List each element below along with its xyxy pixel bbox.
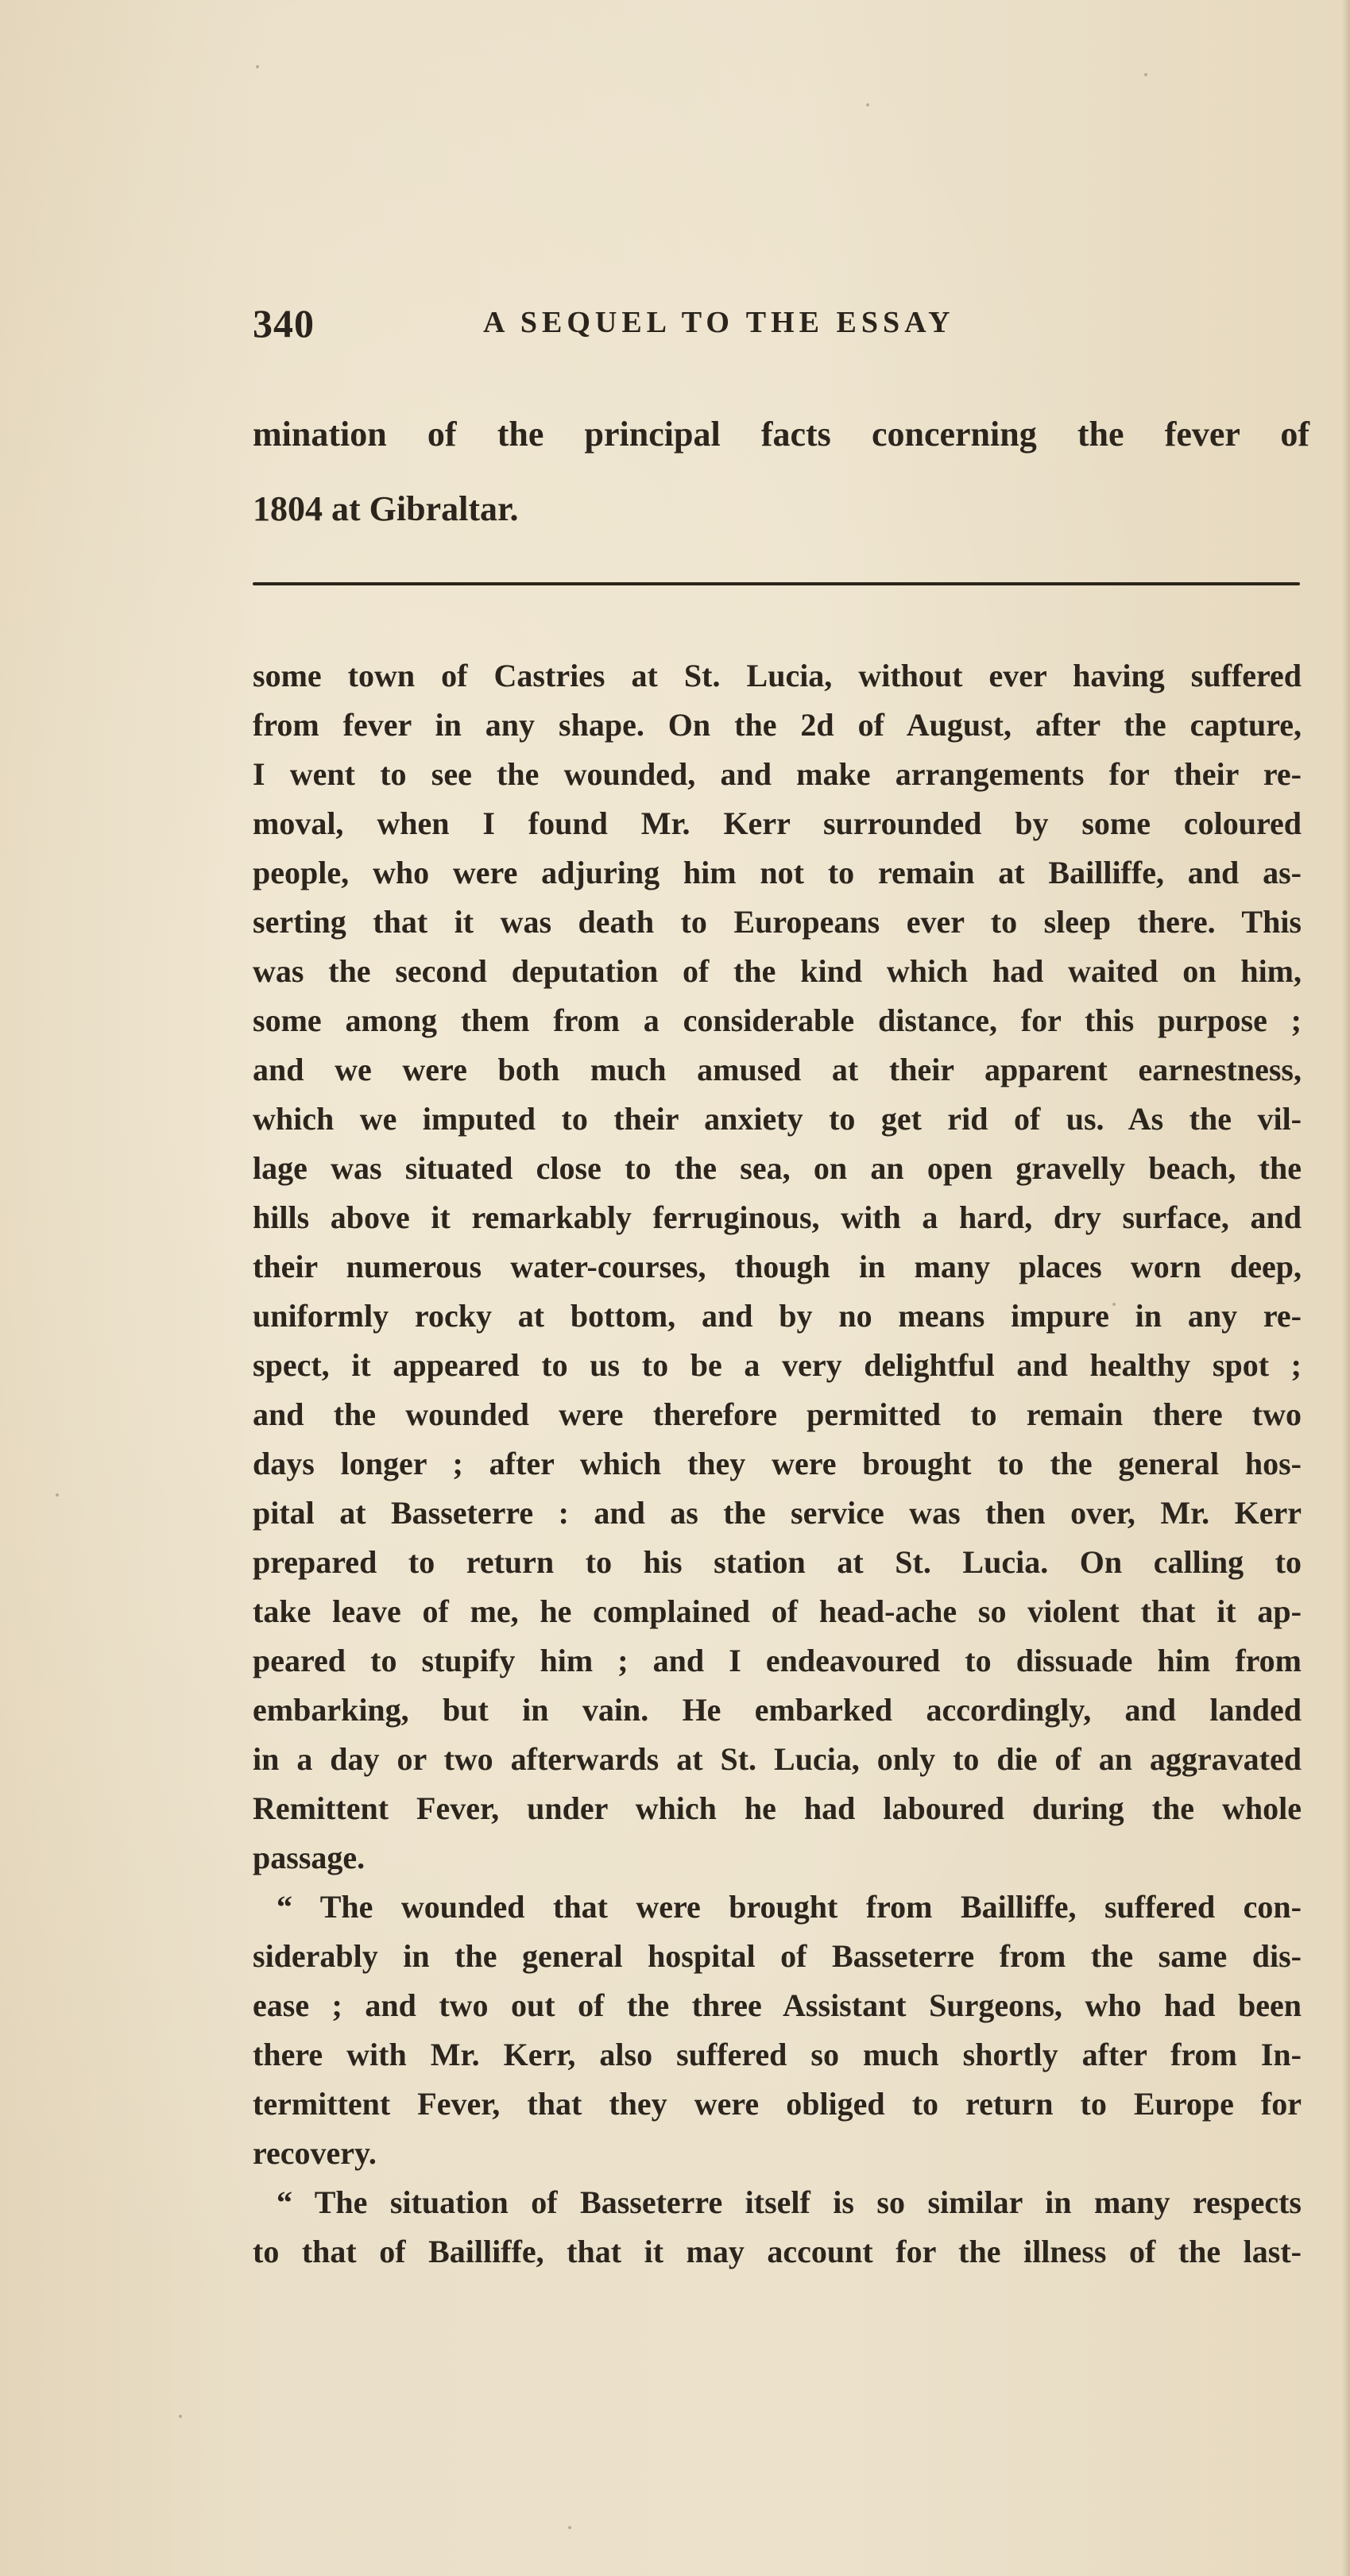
text-line: was the second deputation of the kind which had waited on him, — [253, 953, 1302, 989]
text-line: some among them from a considerable distance, for this purpose ; — [253, 1002, 1302, 1038]
text-line: “ The wounded that were brought from Bailliffe, suffered con- — [277, 1889, 1302, 1925]
text-line: hills above it remarkably ferruginous, with a hard, dry surface, and — [253, 1199, 1302, 1235]
page-header — [253, 300, 1302, 356]
text-line: siderably in the general hospital of Basseterre from the same dis- — [253, 1938, 1302, 1974]
paper-speck — [179, 2415, 182, 2418]
text-line: recovery. — [253, 2135, 377, 2171]
text-line: pital at Basseterre : and as the service was then over, Mr. Kerr — [253, 1495, 1302, 1531]
text-line: days longer ; after which they were brought to the general hos- — [253, 1446, 1302, 1481]
text-line: passage. — [253, 1840, 366, 1875]
paper-speck — [1144, 73, 1147, 76]
text-line: spect, it appeared to us to be a very delightful and healthy spot ; — [253, 1347, 1302, 1383]
text-line: I went to see the wounded, and make arrangements for their re- — [253, 756, 1302, 792]
text-line: to that of Bailliffe, that it may account for the illness of the last- — [253, 2234, 1302, 2269]
text-line: serting that it was death to Europeans ever to sleep there. This — [253, 904, 1302, 940]
paper-speck — [56, 1493, 59, 1497]
text-line: peared to stupify him ; and I endeavoured to dissuade him from — [253, 1643, 1302, 1678]
text-line: there with Mr. Kerr, also suffered so much shortly after from In- — [253, 2037, 1302, 2072]
text-line: ease ; and two out of the three Assistant Surgeons, who had been — [253, 1987, 1302, 2023]
running-title: A SEQUEL TO THE ESSAY — [483, 306, 955, 339]
text-line: and we were both much amused at their apparent earnestness, — [253, 1052, 1302, 1087]
text-line: lage was situated close to the sea, on an open gravelly beach, the — [253, 1150, 1302, 1186]
text-line: some town of Castries at St. Lucia, without ever having suffered — [253, 658, 1302, 693]
text-line: in a day or two afterwards at St. Lucia, only to die of an aggravated — [253, 1741, 1302, 1777]
section-divider — [253, 582, 1300, 585]
text-line: their numerous water-courses, though in many places worn deep, — [253, 1249, 1302, 1284]
paper-speck — [256, 65, 259, 68]
main-text-block — [253, 651, 1302, 2277]
text-line: uniformly rocky at bottom, and by no means impure in any re- — [253, 1298, 1302, 1334]
text-line: mination of the principal facts concerning the fever of — [253, 415, 1309, 454]
paper-speck — [568, 2526, 571, 2529]
text-line: moval, when I found Mr. Kerr surrounded by some coloured — [253, 805, 1302, 841]
text-line: 1804 at Gibraltar. — [253, 489, 519, 528]
page-edge-shadow — [1342, 0, 1350, 2576]
text-line: embarking, but in vain. He embarked accordingly, and landed — [253, 1692, 1302, 1728]
text-line: take leave of me, he complained of head-ache so violent that it ap- — [253, 1593, 1302, 1629]
text-line: from fever in any shape. On the 2d of August, after the capture, — [253, 707, 1302, 743]
paper-speck — [866, 103, 869, 106]
text-line: termittent Fever, that they were obliged to return to Europe for — [253, 2086, 1302, 2122]
text-line: people, who were adjuring him not to remain at Bailliffe, and as- — [253, 855, 1302, 890]
text-line: “ The situation of Basseterre itself is so similar in many respects — [277, 2184, 1302, 2220]
page-number: 340 — [253, 301, 315, 346]
text-line: prepared to return to his station at St. Lucia. On calling to — [253, 1544, 1302, 1580]
text-line: which we imputed to their anxiety to get rid of us. As the vil- — [253, 1101, 1302, 1137]
text-line: Remittent Fever, under which he had laboured during the whole — [253, 1790, 1302, 1826]
text-line: and the wounded were therefore permitted to remain there two — [253, 1396, 1302, 1432]
top-paragraph — [253, 397, 1309, 546]
